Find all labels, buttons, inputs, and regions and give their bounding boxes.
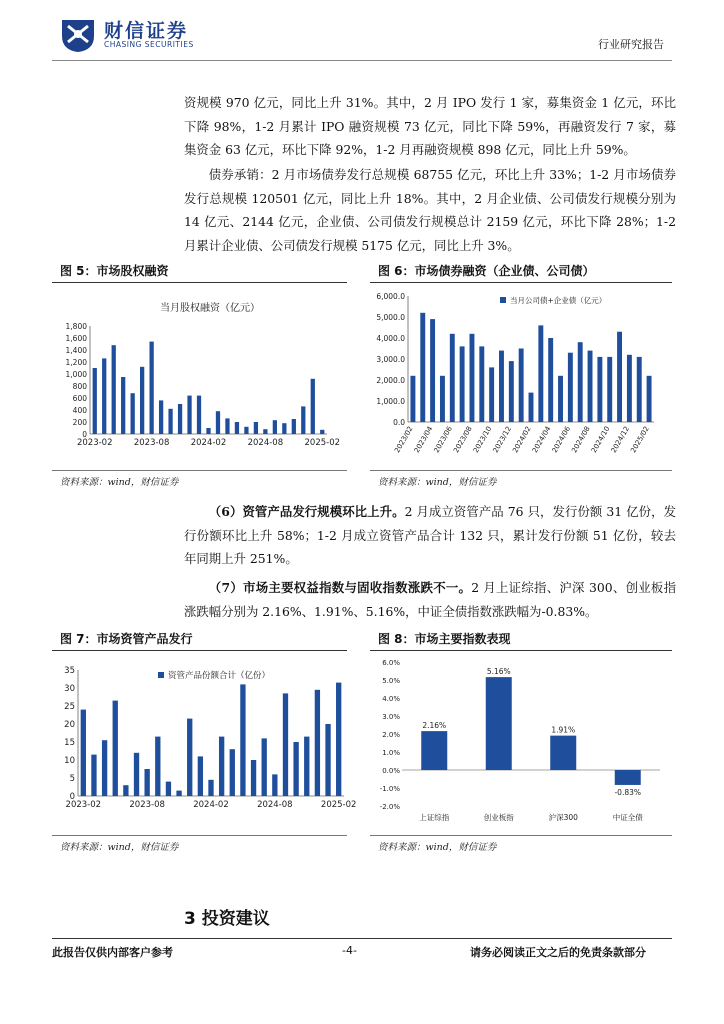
bar <box>568 353 573 422</box>
y-tick-label: 6.0% <box>382 659 400 667</box>
chart-legend-title: 资管产品份额合计（亿份） <box>168 671 271 681</box>
x-tick-label: 2023/02 <box>393 425 415 455</box>
bar <box>263 429 267 434</box>
y-tick-label: 0.0% <box>382 767 400 775</box>
paragraph-asset-management-body: 2 月成立资管产品 76 只，发行份额 31 亿份，发行份额环比上升 58%；1-2 月成立资管产品合计 132 只，累计发行份额 51 亿份，较去年同期上升 251%。 <box>184 504 676 566</box>
brand-name-cn: 财信证券 <box>104 20 189 42</box>
chart-legend-title: 当月公司债+企业债（亿元） <box>510 296 607 305</box>
y-tick-label: 0.0 <box>393 418 405 427</box>
y-tick-label: 4.0% <box>382 695 400 703</box>
bar <box>251 760 256 796</box>
paragraph-index-performance-lead: （7）市场主要权益指数与固收指数涨跌不一。 <box>208 580 472 595</box>
chart-legend-title: 当月股权融资（亿元） <box>160 303 260 314</box>
y-tick-label: 6,000.0 <box>376 292 405 301</box>
bar <box>197 396 201 434</box>
x-tick-label: 2023-02 <box>76 438 113 448</box>
bar <box>529 393 534 422</box>
bar <box>155 737 160 796</box>
bar <box>282 423 286 434</box>
x-tick-label: 2024/12 <box>609 425 632 455</box>
x-tick-label: 2023-08 <box>133 438 170 448</box>
brand-name-en: CHASING SECURITIES <box>104 40 194 49</box>
fig5-top-rule <box>52 282 347 283</box>
footer-disclaimer-right: 请务必阅读正文之后的免责条款部分 <box>470 946 646 959</box>
bar <box>131 393 135 434</box>
company-logo-icon <box>58 14 98 54</box>
y-tick-label: 1,000.0 <box>376 397 405 406</box>
bar <box>168 409 172 434</box>
bar <box>550 736 576 770</box>
x-tick-label: 2023/04 <box>412 425 435 455</box>
bar <box>283 693 288 796</box>
header-divider <box>52 60 672 61</box>
y-tick-label: 25 <box>64 702 75 712</box>
x-tick-label: 2023-08 <box>129 800 165 810</box>
fig7-top-rule <box>52 650 347 651</box>
paragraph-index-performance <box>184 576 676 623</box>
fig7-source: 资料来源：wind，财信证券 <box>60 842 179 853</box>
section-heading: 3 投资建议 <box>184 909 270 929</box>
legend-swatch <box>158 672 164 678</box>
fig8-title: 图 8：市场主要指数表现 <box>378 632 511 646</box>
bar <box>615 770 641 785</box>
bar <box>315 690 320 796</box>
bar <box>93 368 97 434</box>
bar <box>166 782 171 796</box>
fig8-source: 资料来源：wind，财信证券 <box>378 842 497 853</box>
fig5-title: 图 5：市场股权融资 <box>60 264 169 278</box>
x-category-label: 沪深300 <box>548 813 578 822</box>
bar <box>254 422 258 434</box>
fig8-chart <box>370 652 672 834</box>
x-tick-label: 2023/10 <box>471 425 494 455</box>
bar <box>499 351 504 422</box>
fig5-bottom-rule <box>52 470 347 471</box>
bar <box>273 420 277 434</box>
x-tick-label: 2025/02 <box>629 425 651 455</box>
y-tick-label: 5.0% <box>382 677 400 685</box>
bar <box>187 396 191 434</box>
bar <box>486 677 512 770</box>
x-tick-label: 2024/10 <box>589 425 612 455</box>
footer-rule <box>52 938 672 939</box>
y-tick-label: 200 <box>72 418 87 427</box>
y-tick-label: 15 <box>64 738 75 748</box>
y-tick-label: 400 <box>72 406 87 415</box>
bar <box>301 406 305 434</box>
paragraph-asset-management-lead: （6）资管产品发行规模环比上升。 <box>208 504 405 519</box>
bar <box>225 418 229 434</box>
x-tick-label: 2024/06 <box>550 425 573 455</box>
bar <box>430 319 435 422</box>
bar <box>627 355 632 422</box>
y-tick-label: 1,200 <box>65 358 87 367</box>
y-tick-label: 1.0% <box>382 749 400 757</box>
bar <box>421 731 447 770</box>
bar <box>102 740 107 796</box>
bar <box>235 422 239 434</box>
bar <box>140 367 144 434</box>
fig8-bottom-rule <box>370 835 672 836</box>
data-label: -0.83% <box>614 787 642 797</box>
x-tick-label: 2024/04 <box>530 425 553 455</box>
x-tick-label: 2023/06 <box>432 425 455 455</box>
fig6-source: 资料来源：wind，财信证券 <box>378 477 497 488</box>
bar <box>91 755 96 796</box>
bar <box>489 367 494 422</box>
footer-disclaimer-left: 此报告仅供内部客户参考 <box>52 946 173 959</box>
y-tick-label: 30 <box>64 684 75 694</box>
fig7-bottom-rule <box>52 835 347 836</box>
data-label: 2.16% <box>422 721 447 731</box>
fig8-top-rule <box>370 650 672 651</box>
bar <box>311 379 315 434</box>
y-tick-label: 1,000 <box>65 370 87 379</box>
bar <box>336 683 341 796</box>
y-tick-label: 1,400 <box>65 346 87 355</box>
data-label: 1.91% <box>551 725 576 735</box>
y-tick-label: 3.0% <box>382 713 400 721</box>
bar <box>198 756 203 796</box>
bar <box>81 710 86 796</box>
y-tick-label: -1.0% <box>379 785 400 793</box>
bar <box>420 313 425 422</box>
x-tick-label: 2025-02 <box>320 800 357 810</box>
x-tick-label: 2024/02 <box>511 425 533 455</box>
y-tick-label: 1,800 <box>65 322 87 331</box>
bar <box>240 684 245 796</box>
x-tick-label: 2024-08 <box>247 438 284 448</box>
footer-page-number: -4- <box>342 944 357 957</box>
bar <box>230 749 235 796</box>
bar <box>538 325 543 422</box>
y-tick-label: 800 <box>72 382 87 391</box>
bar <box>410 376 415 422</box>
bar <box>123 785 128 796</box>
bar <box>637 357 642 422</box>
y-tick-label: 2.0% <box>382 731 400 739</box>
fig6-top-rule <box>370 282 672 283</box>
bar <box>219 737 224 796</box>
bar <box>293 742 298 796</box>
y-tick-label: 1,600 <box>65 334 87 343</box>
fig6-chart <box>370 284 672 470</box>
data-label: 5.16% <box>486 667 511 677</box>
bar <box>440 376 445 422</box>
x-tick-label: 2023/08 <box>452 425 474 455</box>
bar <box>216 411 220 434</box>
y-tick-label: 0 <box>82 430 87 439</box>
bar <box>647 376 652 422</box>
x-tick-label: 2024-02 <box>193 800 229 810</box>
y-tick-label: 5,000.0 <box>376 313 405 322</box>
y-tick-label: 4,000.0 <box>376 334 405 343</box>
paragraph-index-performance-body: 2 月上证综指、沪深 300、创业板指涨跌幅分别为 2.16%、1.91%、5.16%，中证全债指数涨跌幅为-0.83%。 <box>184 580 676 619</box>
bar <box>597 357 602 422</box>
x-tick-label: 2023-02 <box>65 800 102 810</box>
y-tick-label: 20 <box>64 720 75 730</box>
legend-swatch <box>500 297 506 303</box>
bar <box>187 719 192 796</box>
bar <box>206 428 210 434</box>
bar <box>113 701 118 796</box>
x-category-label: 中证全债 <box>612 813 643 822</box>
bar <box>149 342 153 434</box>
bar <box>292 419 296 434</box>
bar <box>121 377 125 434</box>
y-tick-label: -2.0% <box>379 803 400 811</box>
report-type: 行业研究报告 <box>598 38 664 51</box>
bar <box>607 357 612 422</box>
bar <box>450 334 455 422</box>
bar <box>304 737 309 796</box>
fig5-source: 资料来源：wind，财信证券 <box>60 477 179 488</box>
y-tick-label: 5 <box>69 774 75 784</box>
paragraph-bond-underwriting: 债券承销：2 月市场债券发行总规模 68755 亿元，环比上升 33%；1-2 月市场债券发行总规模 120501 亿元，同比上升 18%。其中，2 月企业债、公司债发行规模分别为 14 亿元、2144 亿元，企业债、公司债发行规模总计 2159 亿元，环比下降 28%；1-2 月累计企业债、公司债发行规模 5175 亿元，同比上升 3%。 <box>184 167 676 253</box>
bar <box>617 332 622 422</box>
bar <box>470 334 475 422</box>
bar <box>262 738 267 796</box>
fig7-chart <box>52 652 357 834</box>
x-category-label: 上证综指 <box>419 813 450 822</box>
y-tick-label: 0 <box>69 792 75 802</box>
bar <box>325 724 330 796</box>
x-tick-label: 2024-02 <box>190 438 227 448</box>
y-tick-label: 2,000.0 <box>376 376 405 385</box>
x-category-label: 创业板指 <box>483 813 514 822</box>
x-tick-label: 2024-08 <box>257 800 293 810</box>
bar <box>558 376 563 422</box>
bar <box>134 753 139 796</box>
bar <box>460 346 465 422</box>
x-tick-label: 2025-02 <box>304 438 341 448</box>
bar <box>102 358 106 434</box>
bar <box>178 404 182 434</box>
bar <box>159 400 163 434</box>
x-tick-label: 2023/12 <box>491 425 514 455</box>
bar <box>588 351 593 422</box>
bar <box>244 427 248 434</box>
paragraph-asset-management <box>184 500 676 571</box>
fig6-title: 图 6：市场债券融资（企业债、公司债） <box>378 264 595 278</box>
bar <box>176 791 181 796</box>
paragraph-equity-financing: 资规模 970 亿元，同比上升 31%。其中，2 月 IPO 发行 1 家，募集资金 1 亿元，环比下降 98%，1-2 月累计 IPO 融资规模 73 亿元，同比下降 59%，再融资发行 7 家，募集资金 63 亿元，环比下降 92%，1-2 月再融资规模 898 亿元，同比上升 59%。 <box>184 95 676 157</box>
fig6-bottom-rule <box>370 470 672 471</box>
y-tick-label: 600 <box>72 394 87 403</box>
bar <box>479 346 484 422</box>
bar <box>519 349 524 423</box>
bar <box>578 342 583 422</box>
y-tick-label: 10 <box>64 756 75 766</box>
fig5-chart <box>52 284 347 470</box>
bar <box>272 774 277 796</box>
fig7-title: 图 7：市场资管产品发行 <box>60 632 193 646</box>
bar <box>208 780 213 796</box>
bar <box>112 345 116 434</box>
bar <box>320 430 324 434</box>
bar <box>548 338 553 422</box>
bar <box>145 769 150 796</box>
y-tick-label: 35 <box>64 666 75 676</box>
bar <box>509 361 514 422</box>
y-tick-label: 3,000.0 <box>376 355 405 364</box>
x-tick-label: 2024/08 <box>570 425 592 455</box>
